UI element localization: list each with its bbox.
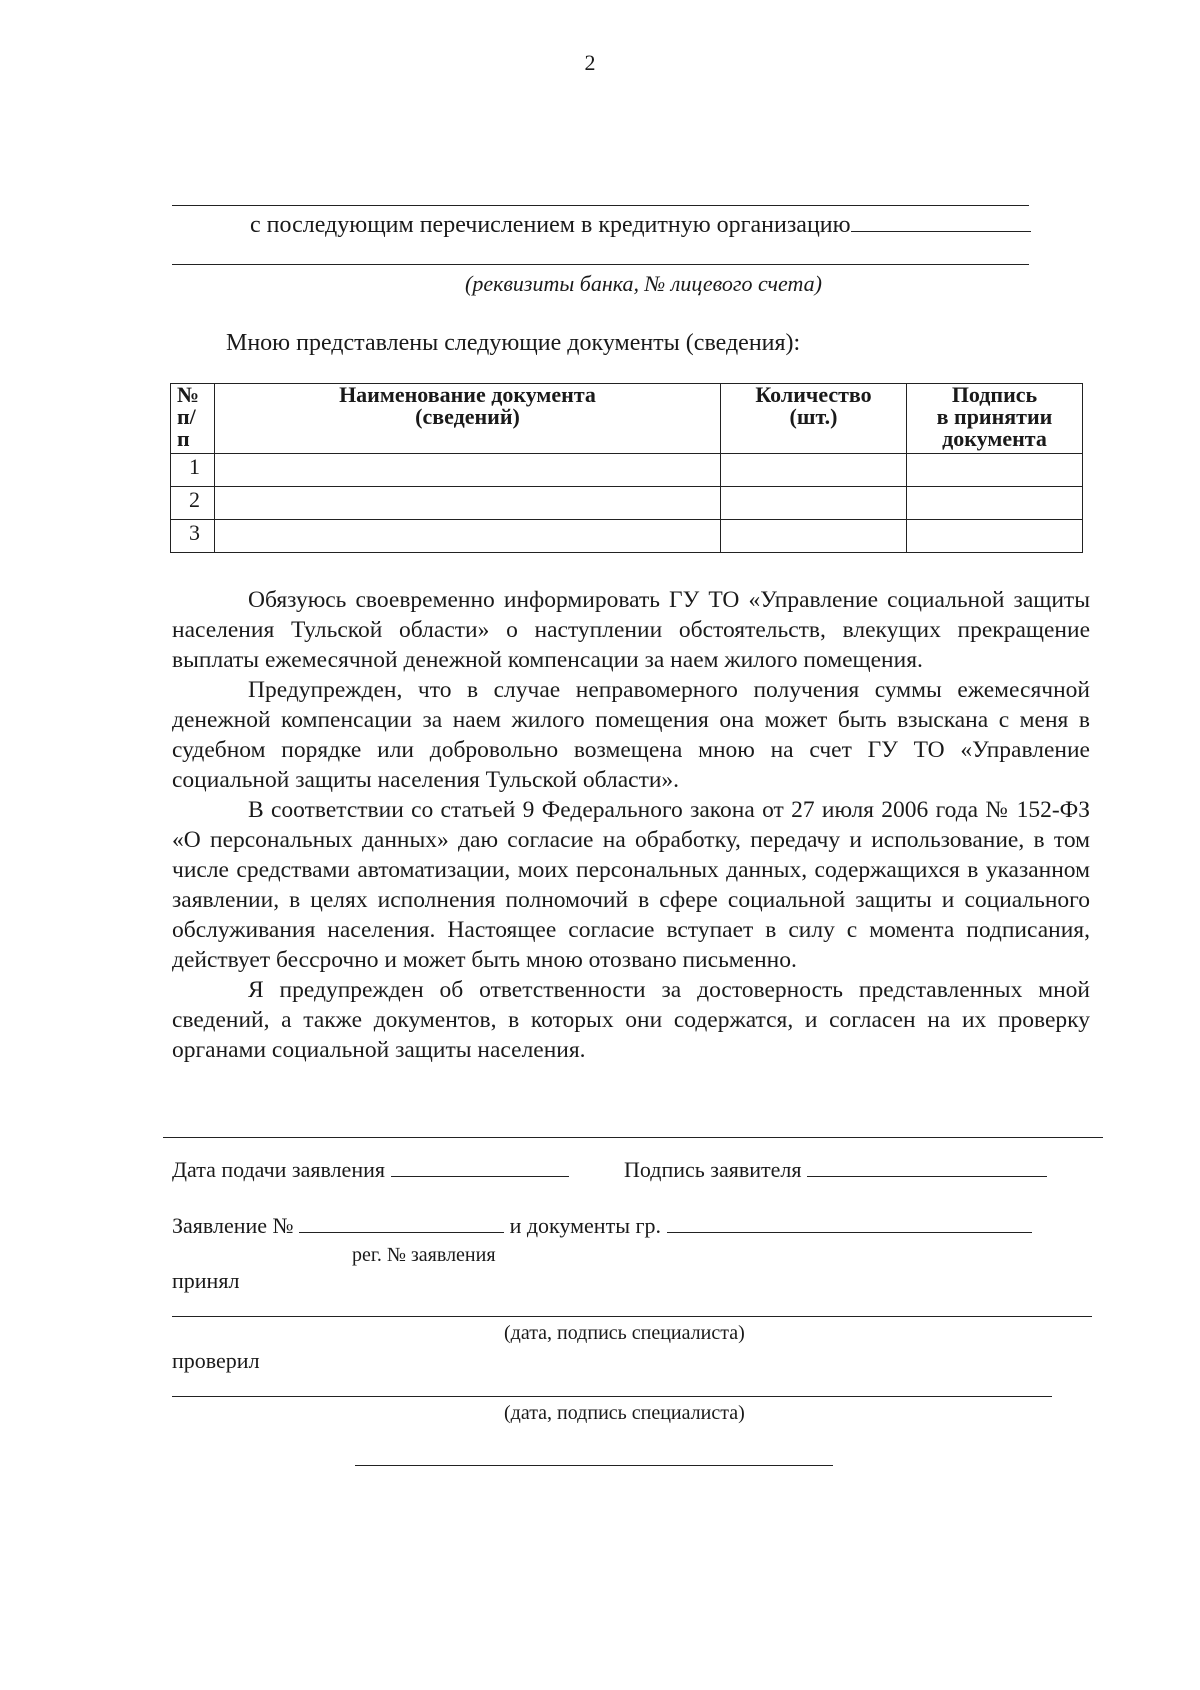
transfer-line — [250, 211, 1031, 239]
footer-separator — [163, 1137, 1103, 1138]
blank-line-top — [172, 205, 1029, 206]
paragraph-warning: Предупрежден, что в случае неправомерного получения суммы ежемесячной денежной компенсации за наем жилого помещения она может быть взыскана с меня в судебном порядке или добровольно возмещена мною на счет ГУ ТО «Управление социальной защиты населения Тульской области». — [172, 677, 1090, 793]
row-sign-cell[interactable] — [907, 520, 1083, 553]
application-row — [172, 1213, 1032, 1239]
signature-row — [624, 1157, 1047, 1183]
paragraph-obligation: Обязуюсь своевременно информировать ГУ ТО «Управление социальной защиты населения Тульской области» о наступлении обстоятельств, влекущих прекращение выплаты ежемесячной денежной компенсации за наем жилого помещения. — [172, 587, 1090, 673]
bank-org-field[interactable] — [851, 211, 1031, 232]
documents-intro: Мною представлены следующие документы (сведения): — [226, 330, 801, 356]
header-num — [171, 384, 215, 454]
accepted-caption: (дата, подпись специалиста) — [504, 1322, 745, 1344]
table-row — [171, 487, 1083, 520]
signature-label: Подпись заявителя — [624, 1157, 802, 1182]
header-qty-line-1: Количество — [755, 382, 872, 407]
header-qty — [721, 384, 907, 454]
citizen-name-field[interactable] — [667, 1214, 1032, 1233]
bank-details-line[interactable] — [172, 264, 1029, 265]
header-name-line-1: Наименование документа — [339, 382, 596, 407]
table-header-row — [171, 384, 1083, 454]
transfer-line-text: с последующим перечислением в кредитную организацию — [250, 212, 851, 238]
body-text — [172, 585, 1090, 1065]
header-num-line-2: п/ — [177, 404, 196, 429]
paragraph-consent: В соответствии со статьей 9 Федерального закона от 27 июля 2006 года № 152-ФЗ «О персональных данных» даю согласие на обработку, передачу и использование, в том числе средствами автоматизации, моих персональных данных, содержащихся в указанном заявлении, в целях исполнения полномочий в сфере социальной защиты и социального обслуживания населения. Настоящее согласие вступает в силу с момента подписания, действует бессрочно и может быть мною отозвано письменно. — [172, 797, 1090, 973]
accepted-signature-line[interactable] — [172, 1316, 1092, 1317]
bank-caption: (реквизиты банка, № лицевого счета) — [465, 271, 822, 296]
reg-caption: рег. № заявления — [352, 1244, 496, 1266]
documents-label: и документы гр. — [509, 1213, 661, 1238]
header-sign-line-3: документа — [942, 426, 1047, 451]
application-label: Заявление № — [172, 1213, 294, 1238]
signature-field[interactable] — [807, 1158, 1047, 1177]
date-row — [172, 1157, 569, 1183]
checked-signature-line[interactable] — [172, 1396, 1052, 1397]
row-qty-cell[interactable] — [721, 520, 907, 553]
header-sign-line-2: в принятии — [936, 404, 1053, 429]
row-qty-cell[interactable] — [721, 454, 907, 487]
row-num: 3 — [171, 520, 215, 553]
documents-table — [170, 383, 1083, 553]
row-sign-cell[interactable] — [907, 454, 1083, 487]
row-num: 1 — [171, 454, 215, 487]
header-sign — [907, 384, 1083, 454]
date-label: Дата подачи заявления — [172, 1157, 385, 1182]
accepted-label: принял — [172, 1268, 240, 1293]
row-name-cell[interactable] — [215, 487, 721, 520]
date-field[interactable] — [391, 1158, 569, 1177]
checked-label: проверил — [172, 1348, 260, 1373]
header-name-line-2: (сведений) — [415, 404, 520, 429]
header-qty-line-2: (шт.) — [789, 404, 838, 429]
header-sign-line-1: Подпись — [951, 382, 1038, 407]
page-number: 2 — [584, 50, 596, 75]
table-row — [171, 454, 1083, 487]
header-name — [215, 384, 721, 454]
checked-caption: (дата, подпись специалиста) — [504, 1402, 745, 1424]
header-num-line-1: № — [177, 382, 200, 407]
row-name-cell[interactable] — [215, 520, 721, 553]
header-num-line-3: п — [177, 426, 190, 451]
closing-line — [355, 1465, 833, 1466]
paragraph-responsibility: Я предупрежден об ответственности за достоверность представленных мной сведений, а также документов, в которых они содержатся, и согласен на их проверку органами социальной защиты населения. — [172, 977, 1090, 1063]
table-row — [171, 520, 1083, 553]
row-name-cell[interactable] — [215, 454, 721, 487]
row-sign-cell[interactable] — [907, 487, 1083, 520]
row-num: 2 — [171, 487, 215, 520]
row-qty-cell[interactable] — [721, 487, 907, 520]
application-number-field[interactable] — [299, 1214, 504, 1233]
